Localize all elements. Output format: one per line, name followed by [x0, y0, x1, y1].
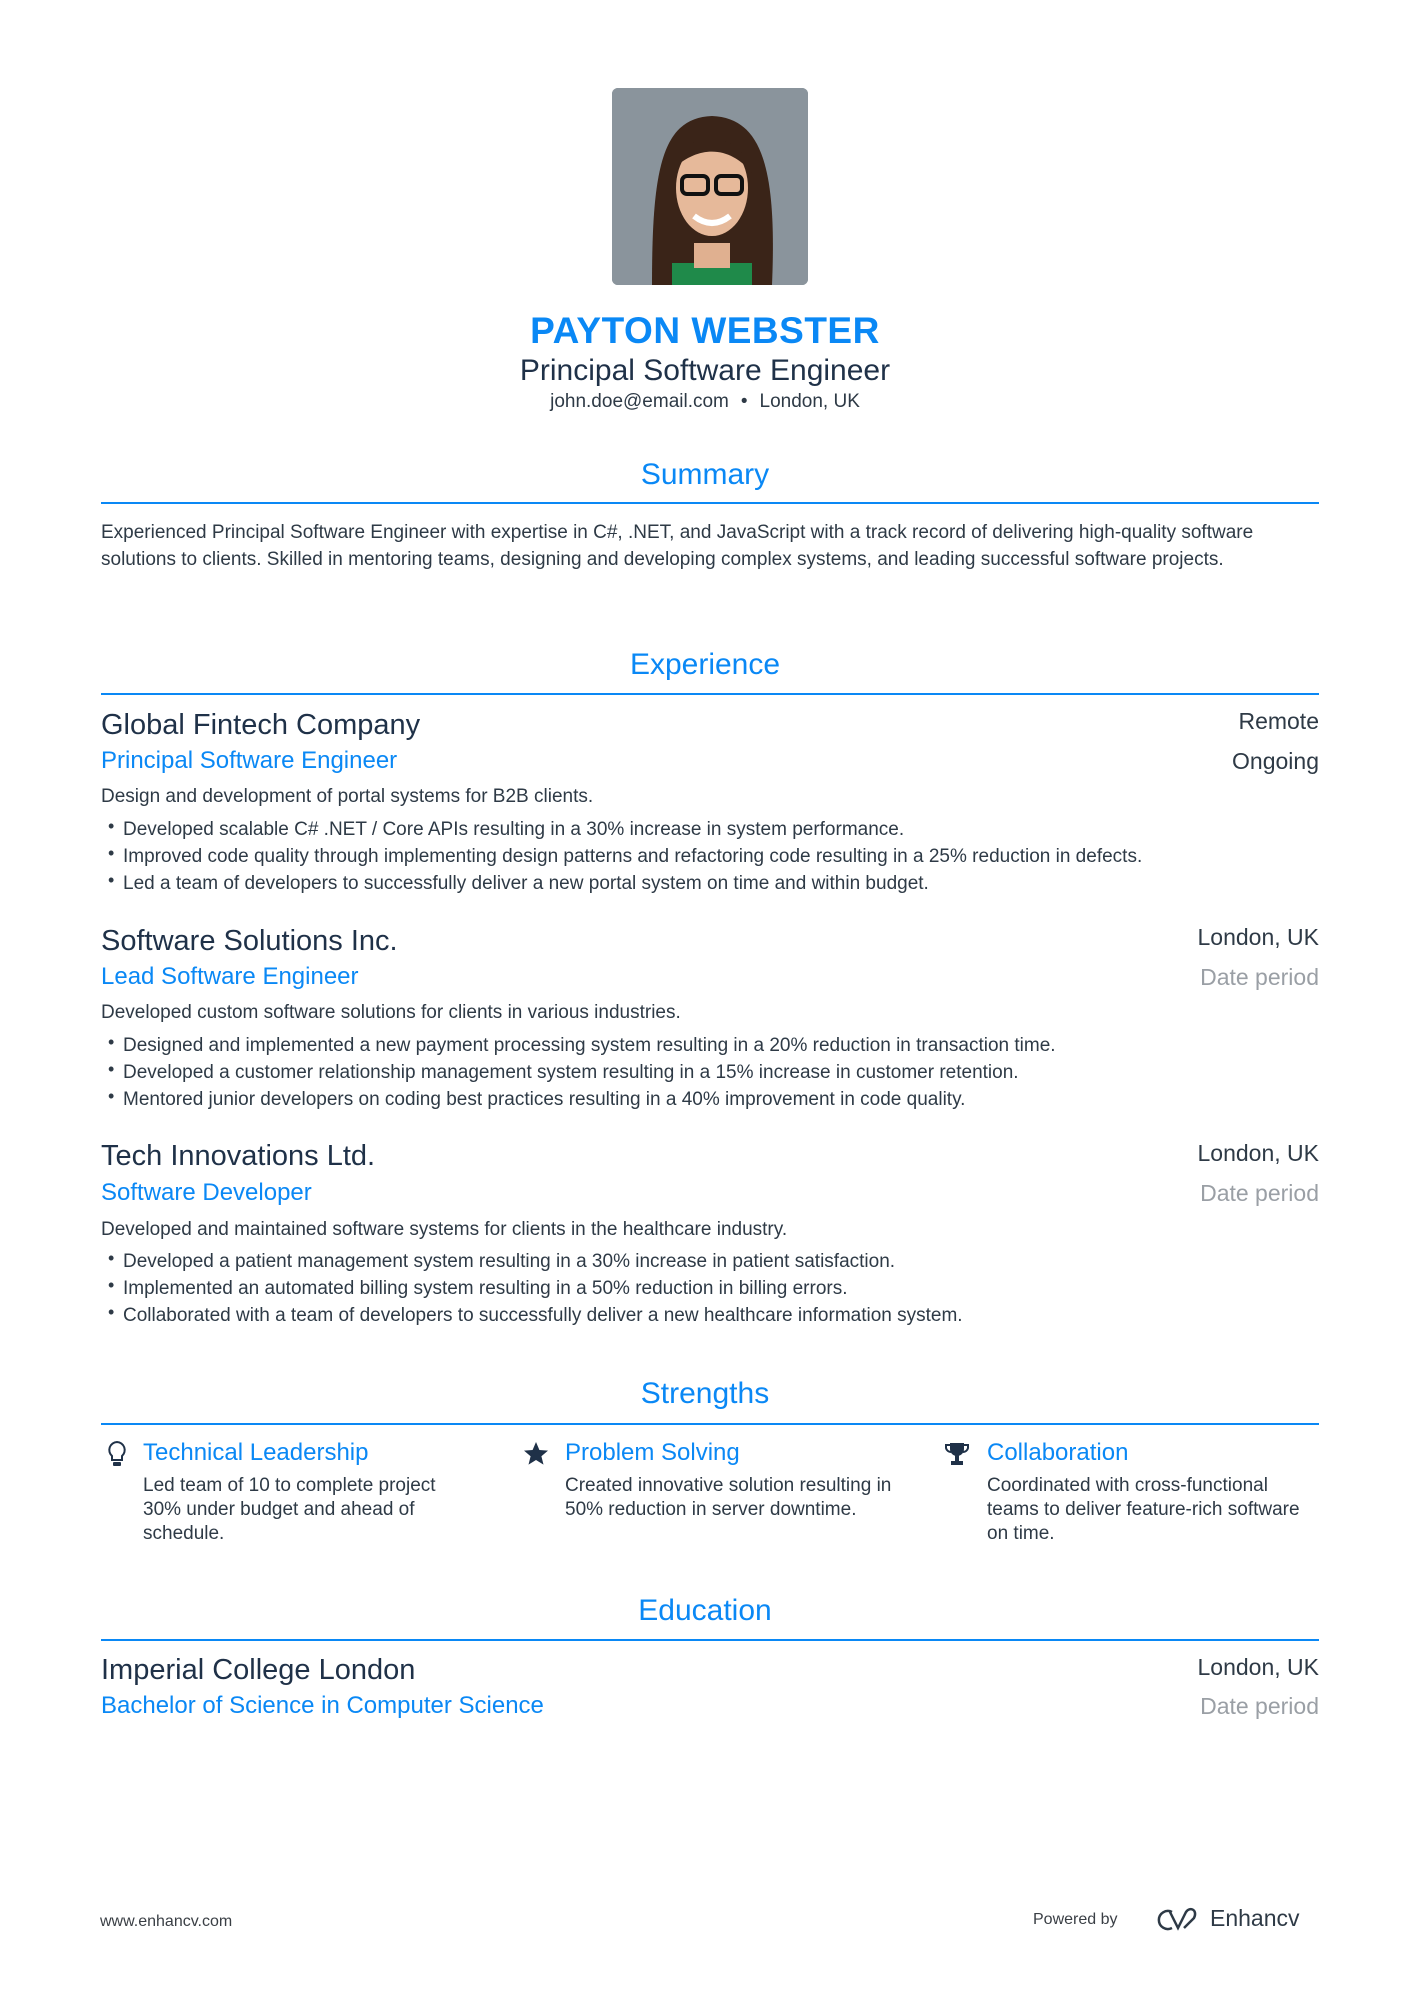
job-description: Developed and maintained software systems for clients in the healthcare industry.	[101, 1219, 788, 1240]
job-bullets	[101, 816, 1142, 897]
bullet: • Developed a customer relationship management system resulting in a 15% increase in customer retention.	[101, 1059, 1056, 1086]
bullet: • Improved code quality through implementing design patterns and refactoring code resulting in a 25% reduction in defects.	[101, 843, 1142, 870]
footer-website[interactable]: www.enhancv.com	[100, 1913, 233, 1930]
school-name: Imperial College London	[101, 1654, 416, 1686]
degree: Bachelor of Science in Computer Science	[101, 1692, 544, 1719]
experience-divider	[101, 693, 1319, 695]
strengths-heading: Strengths	[640, 1377, 770, 1410]
job-location: Remote	[1238, 708, 1319, 734]
job-period: Ongoing	[1232, 748, 1319, 774]
experience-heading: Experience	[629, 648, 781, 681]
separator: •	[740, 391, 748, 412]
summary-heading: Summary	[640, 458, 770, 491]
job-period: Date period	[1200, 964, 1319, 990]
lightbulb-icon	[104, 1440, 130, 1473]
profile-photo	[612, 88, 808, 285]
bullet: • Designed and implemented a new payment processing system resulting in a 20% reduction in transaction time.	[101, 1032, 1056, 1059]
bullet: • Collaborated with a team of developers to successfully deliver a new healthcare information system.	[101, 1302, 963, 1329]
job-role: Principal Software Engineer	[101, 747, 398, 774]
company-name: Tech Innovations Ltd.	[101, 1140, 376, 1172]
education-divider	[101, 1639, 1319, 1641]
job-description: Design and development of portal systems for B2B clients.	[101, 786, 594, 807]
summary-text: Experienced Principal Software Engineer with expertise in C#, .NET, and JavaScript with a track record of delivering high-quality software solutions to clients. Skilled in mentoring teams, designing and developing complex systems, and leading successful software projects.	[101, 522, 1254, 570]
strength-title: Technical Leadership	[143, 1439, 369, 1466]
strength-description: Led team of 10 to complete project 30% under budget and ahead of schedule.	[143, 1475, 436, 1544]
education-location: London, UK	[1197, 1654, 1319, 1680]
enhancv-brand[interactable]: Enhancv	[1210, 1905, 1300, 1931]
strength-description: Coordinated with cross-functional teams to deliver feature-rich software on time.	[987, 1475, 1300, 1544]
bullet: • Developed a patient management system resulting in a 30% increase in patient satisfaction.	[101, 1248, 963, 1275]
company-name: Global Fintech Company	[101, 709, 421, 741]
job-role: Lead Software Engineer	[101, 963, 359, 990]
bullet: • Mentored junior developers on coding best practices resulting in a 40% improvement in code quality.	[101, 1086, 1056, 1113]
education-heading: Education	[638, 1594, 772, 1627]
education-period: Date period	[1200, 1693, 1319, 1719]
job-bullets	[101, 1248, 963, 1329]
job-bullets	[101, 1032, 1056, 1113]
candidate-name: PAYTON WEBSTER	[530, 310, 880, 351]
job-role: Software Developer	[101, 1179, 312, 1206]
strength-title: Collaboration	[987, 1439, 1129, 1466]
strength-title: Problem Solving	[565, 1439, 740, 1466]
bullet: • Implemented an automated billing system resulting in a 50% reduction in billing errors.	[101, 1275, 963, 1302]
email[interactable]: john.doe@email.com	[550, 391, 729, 412]
strengths-divider	[101, 1423, 1319, 1425]
trophy-icon	[944, 1440, 970, 1473]
bullet: • Developed scalable C# .NET / Core APIs resulting in a 30% increase in system performance.	[101, 816, 1142, 843]
job-description: Developed custom software solutions for clients in various industries.	[101, 1002, 681, 1023]
company-name: Software Solutions Inc.	[101, 925, 398, 957]
location: London, UK	[759, 391, 860, 412]
bullet: • Led a team of developers to successfully deliver a new portal system on time and within budget.	[101, 870, 1142, 897]
job-period: Date period	[1200, 1180, 1319, 1206]
enhancv-logo-icon	[1152, 1906, 1200, 1939]
contact-line	[0, 391, 1410, 413]
powered-by-label: Powered by	[1033, 1911, 1118, 1928]
candidate-title: Principal Software Engineer	[519, 354, 891, 387]
job-location: London, UK	[1197, 924, 1319, 950]
job-location: London, UK	[1197, 1140, 1319, 1166]
summary-divider	[101, 502, 1319, 504]
strength-description: Created innovative solution resulting in 50% reduction in server downtime.	[565, 1475, 892, 1520]
star-icon	[523, 1440, 549, 1473]
